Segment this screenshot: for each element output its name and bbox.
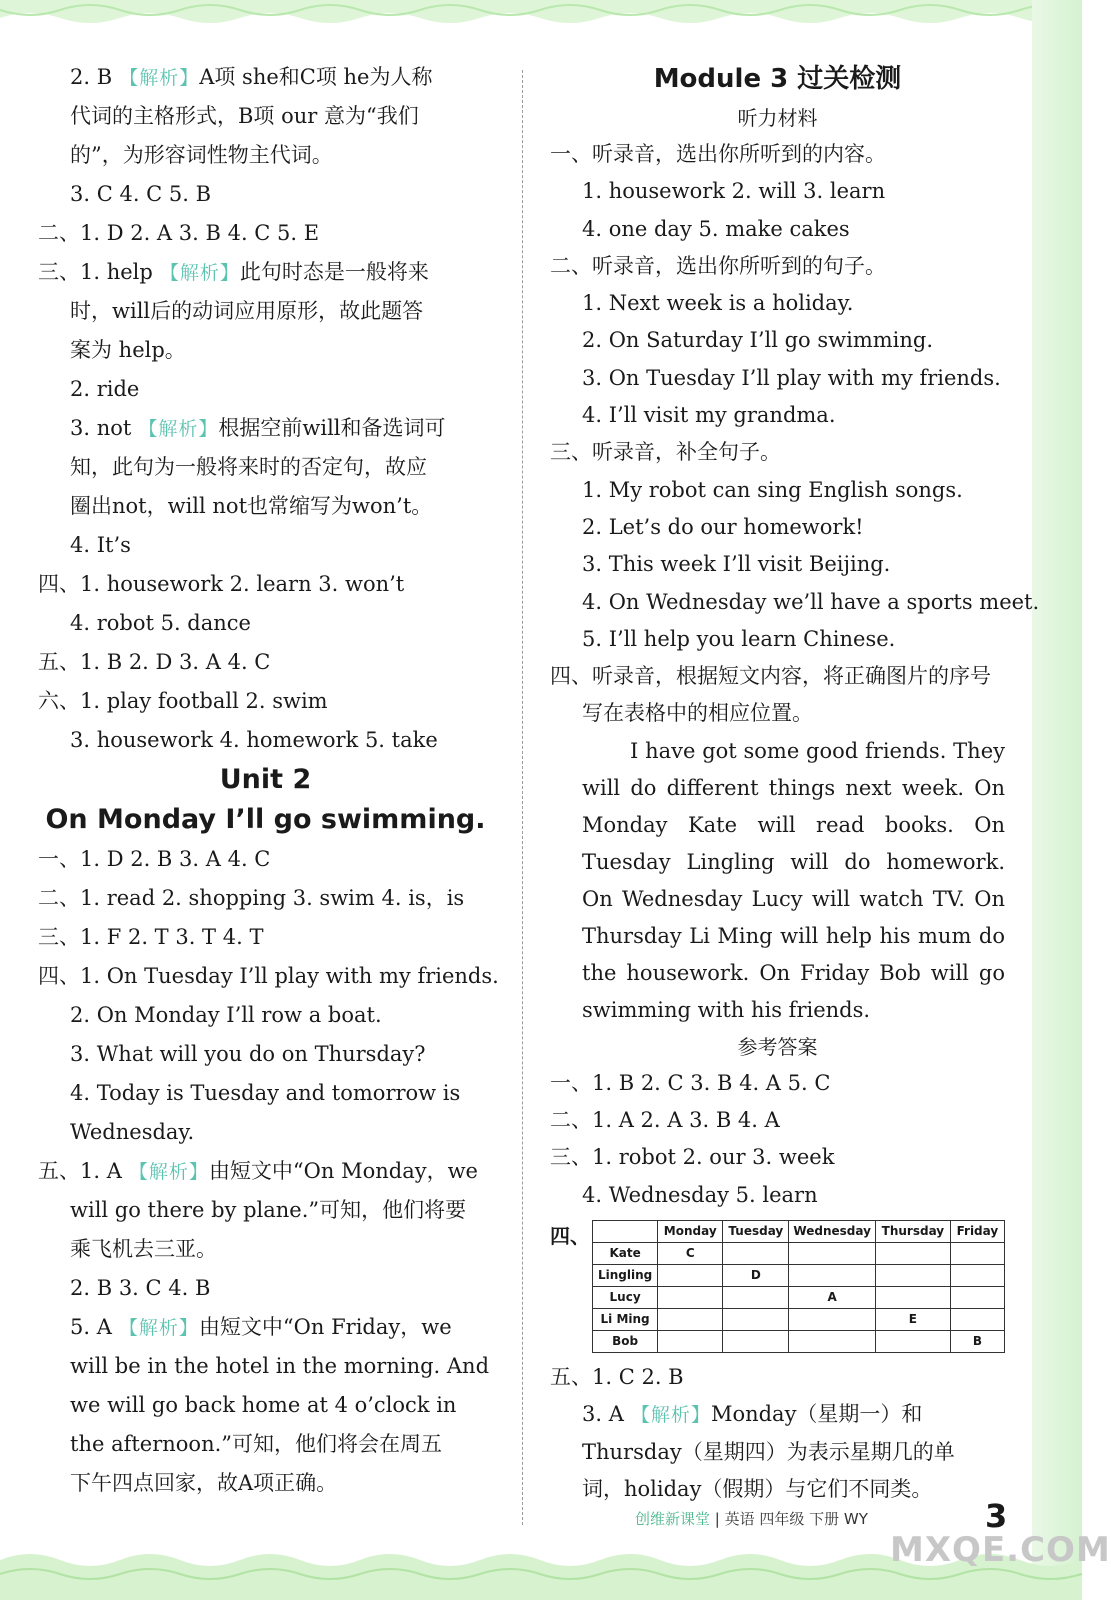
table-row <box>593 1242 1005 1264</box>
text-line <box>550 211 1005 248</box>
text-line <box>38 565 493 604</box>
table-header-cell <box>593 1220 658 1242</box>
table-header-cell: Wednesday <box>789 1220 876 1242</box>
text-line <box>38 97 493 136</box>
line-text: 圈出not，will not也常缩写为won’t。 <box>70 494 433 518</box>
table-header-cell: Friday <box>950 1220 1004 1242</box>
table-cell: A <box>789 1286 876 1308</box>
text-line <box>550 621 1005 658</box>
text-line <box>550 584 1040 621</box>
line-text: 3. C 4. C 5. B <box>70 182 212 206</box>
text-line <box>550 136 1005 173</box>
table-cell <box>876 1242 951 1264</box>
line-text: 代词的主格形式，B项 our 意为“我们 <box>70 104 419 128</box>
answers-title: 参考答案 <box>737 1034 818 1059</box>
table-cell <box>723 1242 789 1264</box>
table-cell <box>789 1264 876 1286</box>
line-text: 案为 help。 <box>70 338 186 362</box>
text-line <box>38 214 493 253</box>
line-text: 知，此句为一般将来时的否定句，故应 <box>70 455 427 479</box>
line-text: 3. not <box>70 416 132 440</box>
module-title: Module 3 过关检测 <box>653 64 902 94</box>
text-line <box>38 1035 493 1074</box>
line-text: 六、1. play football 2. swim <box>38 689 328 713</box>
analysis-tag: 【解析】 <box>623 1404 711 1427</box>
line-rest: A项 she和C项 he为人称 <box>199 65 433 89</box>
table-cell <box>789 1242 876 1264</box>
line-text: 2. ride <box>70 377 140 401</box>
line-text: 二、1. read 2. shopping 3. swim 4. is，is <box>38 886 465 910</box>
column-divider <box>522 70 523 1525</box>
text-line <box>550 322 1005 359</box>
line-text: 4. Wednesday 5. learn <box>582 1182 818 1207</box>
table-cell <box>723 1308 789 1330</box>
text-line <box>550 1065 1005 1102</box>
analysis-tag: 【解析】 <box>112 67 200 89</box>
text-line <box>38 1152 493 1191</box>
analysis-tag: 【解析】 <box>111 1317 199 1339</box>
table-row <box>593 1264 1005 1286</box>
answers-block-2 <box>550 1359 1005 1508</box>
analysis-tag: 【解析】 <box>131 418 219 440</box>
line-text: 4. I’ll visit my grandma. <box>582 403 836 428</box>
line-text: 二、1. D 2. A 3. B 4. C 5. E <box>38 221 320 245</box>
line-text: 时，will后的动词应用原形，故此题答 <box>70 299 424 323</box>
table-cell: Kate <box>593 1242 658 1264</box>
table-cell: Lucy <box>593 1286 658 1308</box>
text-line <box>38 840 493 879</box>
table-cell <box>950 1264 1004 1286</box>
line-rest: Monday（星期一）和 <box>710 1402 923 1427</box>
line-text: 3. What will you do on Thursday? <box>70 1042 426 1066</box>
text-line <box>550 1177 1005 1214</box>
unit-title: Unit 2 <box>219 764 312 795</box>
analysis-tag: 【解析】 <box>152 262 240 284</box>
footer-subject: | 英语 四年级 下册 WY <box>714 1510 868 1528</box>
table-cell <box>950 1308 1004 1330</box>
text-line <box>38 682 493 721</box>
line-rest: 由短文中“On Friday，we <box>198 1315 452 1339</box>
table-cell <box>789 1330 876 1352</box>
line-text: 1. housework 2. will 3. learn <box>582 179 886 204</box>
table-cell <box>950 1242 1004 1264</box>
table-row <box>593 1308 1005 1330</box>
text-line <box>38 331 493 370</box>
text-line <box>38 370 493 409</box>
table-cell: Li Ming <box>593 1308 658 1330</box>
text-line <box>38 1386 493 1425</box>
text-line <box>38 1230 493 1269</box>
line-text: 4. one day 5. make cakes <box>582 216 850 241</box>
line-text: 2. On Saturday I’ll go swimming. <box>582 328 934 353</box>
line-text: 三、听录音，补全句子。 <box>550 440 781 465</box>
line-text: 5. A <box>70 1315 112 1339</box>
analysis-tag: 【解析】 <box>121 1161 209 1183</box>
line-text: 2. Let’s do our homework! <box>582 514 864 539</box>
line-text: 二、1. A 2. A 3. B 4. A <box>550 1108 780 1133</box>
line-text: 1. Next week is a holiday. <box>582 291 854 316</box>
line-text: 3. On Tuesday I’ll play with my friends. <box>582 365 1001 390</box>
table-cell <box>723 1330 789 1352</box>
table-header-cell: Monday <box>658 1220 723 1242</box>
line-text: 四、听录音，根据短文内容，将正确图片的序号 <box>550 664 991 689</box>
text-line <box>38 253 493 292</box>
table-cell <box>658 1264 723 1286</box>
text-line <box>550 173 1005 210</box>
text-line <box>38 526 493 565</box>
table-header-row <box>593 1220 1005 1242</box>
text-line <box>38 1308 493 1347</box>
text-line <box>550 1396 1005 1433</box>
table-cell <box>658 1308 723 1330</box>
line-text: will go there by plane.”可知，他们将要 <box>70 1198 467 1222</box>
line-text: 三、1. robot 2. our 3. week <box>550 1145 835 1170</box>
text-line <box>550 1102 1005 1139</box>
text-line <box>38 721 493 760</box>
listening-block <box>550 136 1040 733</box>
table-header-cell: Tuesday <box>723 1220 789 1242</box>
table-cell: D <box>723 1264 789 1286</box>
table-cell: Bob <box>593 1330 658 1352</box>
text-line <box>38 409 493 448</box>
text-line <box>550 248 1005 285</box>
line-text: 5. I’ll help you learn Chinese. <box>582 626 896 651</box>
text-line <box>550 285 1005 322</box>
line-text: 2. B <box>70 65 113 89</box>
line-text: Thursday（星期四）为表示星期几的单 <box>582 1439 955 1464</box>
line-text: 下午四点回家，故A项正确。 <box>70 1471 338 1495</box>
right-decor-bar <box>1032 0 1082 1600</box>
line-text: 词，holiday（假期）与它们不同类。 <box>582 1476 933 1501</box>
listening-title: 听力材料 <box>737 106 818 130</box>
line-text: 四、1. On Tuesday I’ll play with my friends. <box>38 964 499 988</box>
line-text: 2. B 3. C 4. B <box>70 1276 211 1300</box>
left-column <box>38 58 499 1503</box>
line-rest: 根据空前will和备选词可 <box>218 416 446 440</box>
line-text: 三、1. help <box>38 260 153 284</box>
line-text: 三、1. F 2. T 3. T 4. T <box>38 925 264 949</box>
text-line <box>550 1359 1005 1396</box>
line-text: 3. This week I’ll visit Beijing. <box>582 552 891 577</box>
right-column <box>550 58 1040 1508</box>
line-text: we will go back home at 4 o’clock in <box>70 1393 457 1417</box>
table-cell <box>876 1330 951 1352</box>
text-line <box>38 1464 493 1503</box>
line-text: 二、听录音，选出你所听到的句子。 <box>550 253 886 278</box>
text-line <box>38 487 493 526</box>
line-text: 2. On Monday I’ll row a boat. <box>70 1003 382 1027</box>
text-line <box>550 397 1005 434</box>
line-text: 4. It’s <box>70 533 131 557</box>
page-number: 3 <box>985 1497 1008 1535</box>
line-text: 五、1. C 2. B <box>550 1364 684 1389</box>
footer <box>635 1508 868 1529</box>
text-line <box>550 695 1005 732</box>
text-line <box>38 918 493 957</box>
left-answer-block <box>38 58 493 760</box>
table-cell <box>876 1286 951 1308</box>
text-line <box>550 658 1005 695</box>
line-text: 一、听录音，选出你所听到的内容。 <box>550 142 886 166</box>
line-text: will be in the hotel in the morning. And <box>70 1354 490 1378</box>
text-line <box>38 996 493 1035</box>
text-line <box>38 58 493 97</box>
text-line <box>38 1113 493 1152</box>
table-cell: B <box>950 1330 1004 1352</box>
line-text: 四、1. housework 2. learn 3. won’t <box>38 572 405 596</box>
line-rest: 由短文中“On Monday，we <box>208 1159 478 1183</box>
line-text: 4. Today is Tuesday and tomorrow is <box>70 1081 461 1105</box>
table-header-cell: Thursday <box>876 1220 951 1242</box>
line-text: 一、1. B 2. C 3. B 4. A 5. C <box>550 1070 831 1095</box>
text-line <box>38 292 493 331</box>
answers-block <box>550 1065 1005 1214</box>
table-row <box>593 1286 1005 1308</box>
line-text: 写在表格中的相应位置。 <box>582 701 813 726</box>
listening-paragraph: I have got some good friends. They will do different things next week. On Monday Kate will read books. On Tuesday Lingling will do homework. On Wednesday Lucy will watch TV. On Thursday Li Ming will help his mum do the housework. On Friday Bob will go swimming with his friends. <box>582 738 1005 1022</box>
line-text: 4. robot 5. dance <box>70 611 251 635</box>
line-text: 五、1. A <box>38 1159 122 1183</box>
answer-table <box>592 1220 1005 1353</box>
line-text: 一、1. D 2. B 3. A 4. C <box>38 847 271 871</box>
line-text: 1. My robot can sing English songs. <box>582 477 963 502</box>
line-rest: 此句时态是一般将来 <box>239 260 429 284</box>
text-line <box>38 448 493 487</box>
line-text: Wednesday. <box>70 1120 195 1144</box>
text-line <box>38 1191 493 1230</box>
text-line <box>38 136 493 175</box>
top-wave-border <box>0 0 1082 40</box>
unit2-answer-block <box>38 840 499 1503</box>
footer-brand: 创维新课堂 <box>635 1510 711 1528</box>
line-text: 4. On Wednesday we’ll have a sports meet. <box>582 589 1040 614</box>
line-text: 乘飞机去三亚。 <box>70 1237 217 1261</box>
table-cell <box>723 1286 789 1308</box>
text-line <box>38 643 493 682</box>
text-line <box>550 434 1005 471</box>
table-label: 四、 <box>550 1223 590 1248</box>
text-line <box>38 1269 493 1308</box>
table-cell <box>658 1286 723 1308</box>
text-line <box>38 957 499 996</box>
table-cell <box>950 1286 1004 1308</box>
text-line <box>550 1434 1005 1471</box>
text-line <box>38 604 493 643</box>
text-line <box>38 175 493 214</box>
table-cell <box>789 1308 876 1330</box>
text-line <box>550 546 1005 583</box>
text-line <box>550 360 1005 397</box>
table-row <box>593 1330 1005 1352</box>
line-text: 的”，为形容词性物主代词。 <box>70 143 333 167</box>
line-text: 3. housework 4. homework 5. take <box>70 728 438 752</box>
line-text: the afternoon.”可知，他们将会在周五 <box>70 1432 443 1456</box>
text-line <box>38 1425 493 1464</box>
table-cell: E <box>876 1308 951 1330</box>
text-line <box>550 1471 1005 1508</box>
table-cell <box>658 1330 723 1352</box>
line-text: 五、1. B 2. D 3. A 4. C <box>38 650 271 674</box>
unit-subtitle: On Monday I’ll go swimming. <box>45 804 486 835</box>
text-line <box>550 509 1005 546</box>
line-text: 3. A <box>582 1402 624 1427</box>
table-cell: Lingling <box>593 1264 658 1286</box>
text-line <box>38 1347 493 1386</box>
table-cell <box>876 1264 951 1286</box>
table-row-wrap <box>550 1220 1005 1353</box>
text-line <box>38 1074 493 1113</box>
text-line <box>38 879 493 918</box>
table-cell: C <box>658 1242 723 1264</box>
text-line <box>550 1139 1005 1176</box>
text-line <box>550 472 1005 509</box>
watermark: MXQE.COM <box>890 1530 1111 1570</box>
